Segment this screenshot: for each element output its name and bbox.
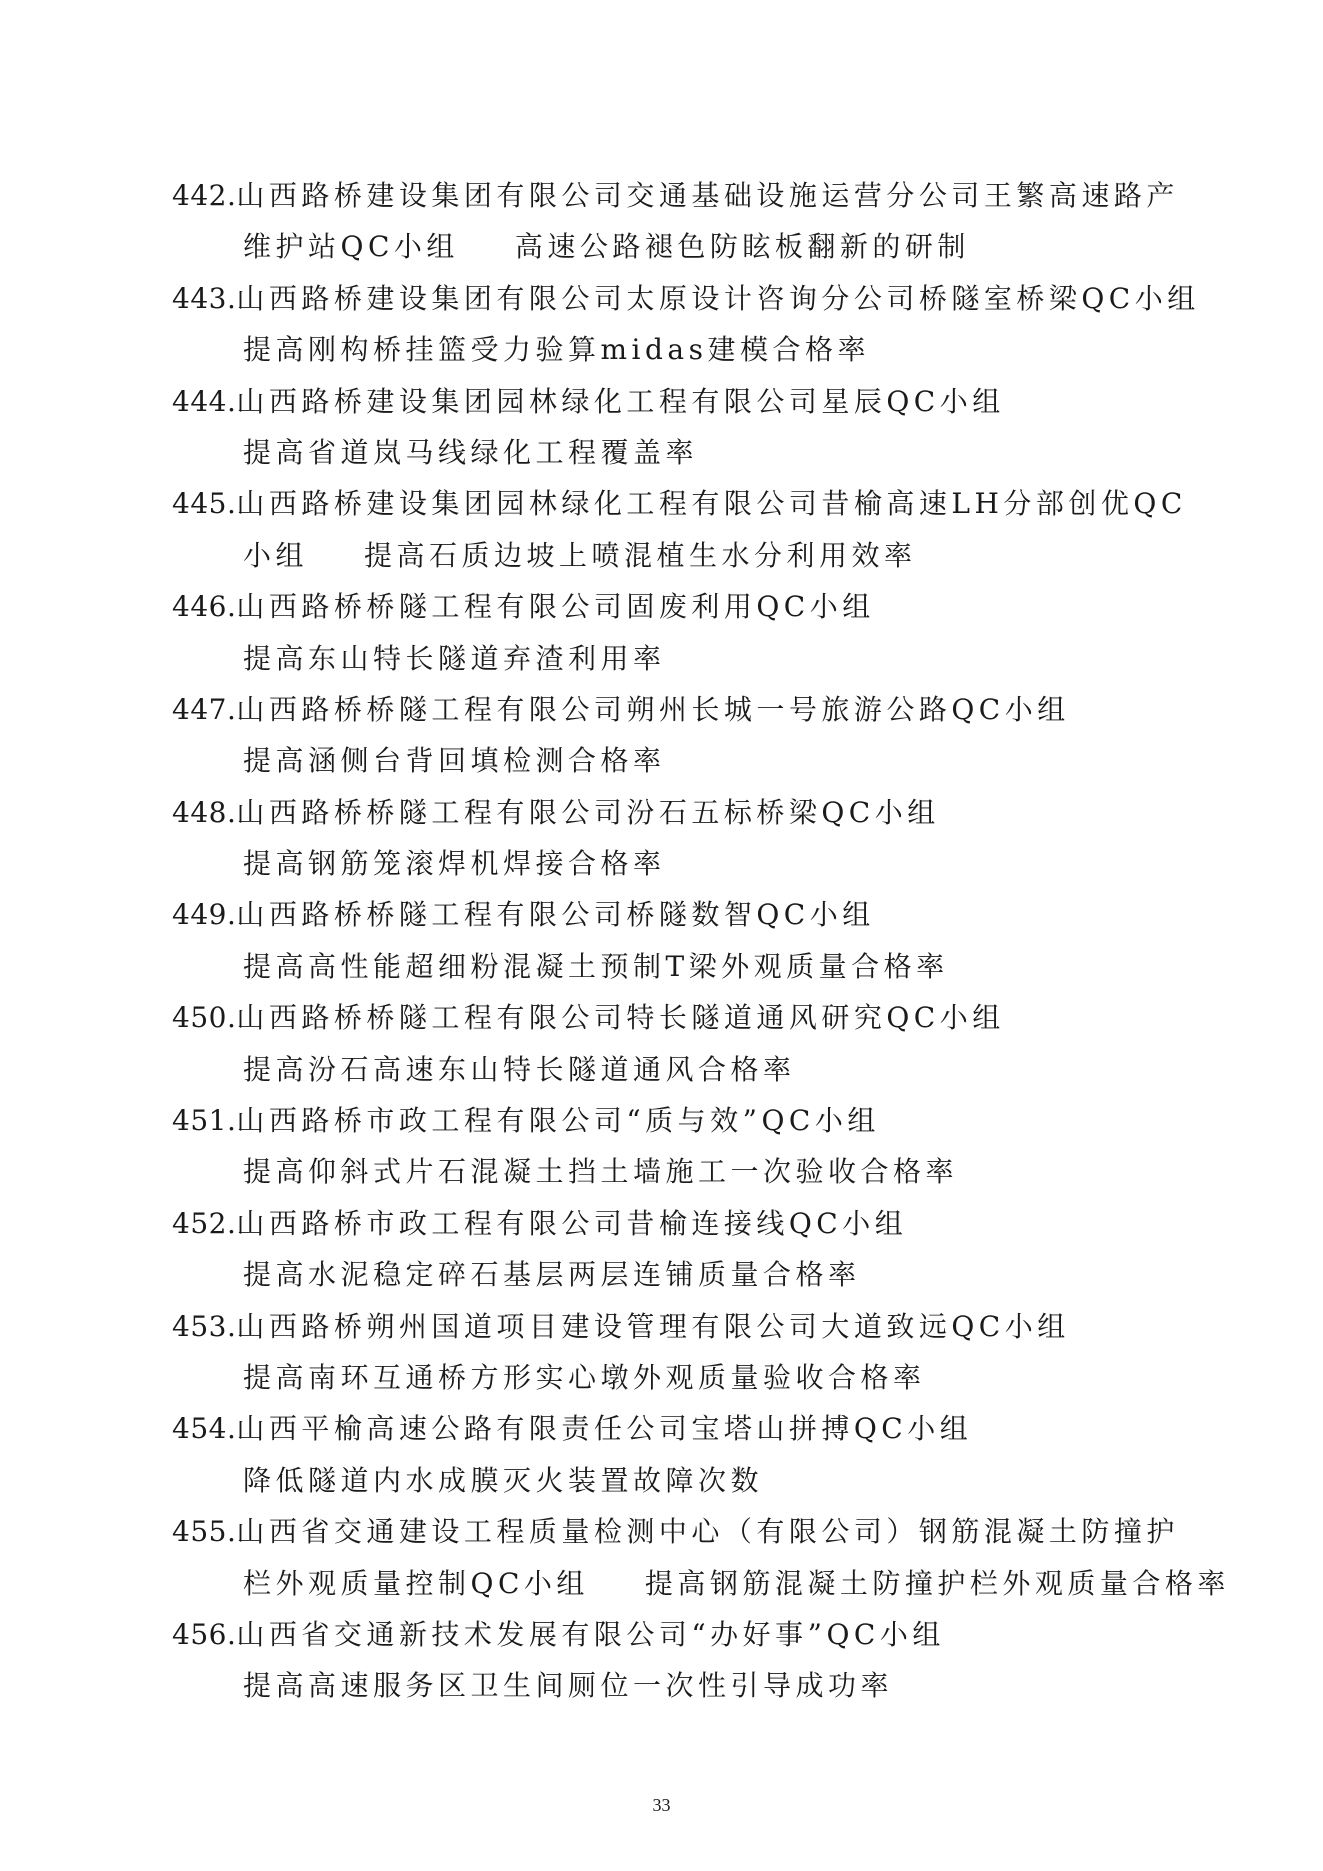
entry-line-1 — [172, 1403, 1172, 1454]
entry-number: 456. — [172, 1617, 237, 1651]
entry-line-2 — [172, 735, 1172, 786]
entry-line-1 — [172, 787, 1172, 838]
entry-project-title: 高速公路褪色防眩板翻新的研制 — [514, 230, 970, 264]
entry-number: 447. — [172, 692, 237, 726]
entry-project-title: 提高水泥稳定碎石基层两层连铺质量合格率 — [243, 1258, 861, 1292]
entry-organization: 山西路桥建设集团有限公司太原设计咨询分公司桥隧室桥梁QC小组 — [236, 281, 1200, 315]
entry-number: 451. — [172, 1104, 237, 1138]
list-item — [172, 1198, 1172, 1301]
list-item — [172, 581, 1172, 684]
entry-project-title: 提高石质边坡上喷混植生水分利用效率 — [364, 538, 917, 572]
entry-number: 448. — [172, 795, 237, 829]
entry-project-title: 提高南环互通桥方形实心墩外观质量验收合格率 — [243, 1360, 926, 1394]
entry-line-1 — [172, 478, 1187, 529]
list-item — [172, 1609, 1172, 1712]
entry-group-tail: 小组 — [243, 538, 309, 572]
entry-project-title: 提高高性能超细粉混凝土预制T梁外观质量合格率 — [243, 949, 949, 983]
entry-number: 443. — [172, 281, 237, 315]
entry-line-1 — [172, 684, 1172, 735]
entry-group-tail: 维护站QC小组 — [243, 230, 459, 264]
entry-number: 450. — [172, 1001, 237, 1035]
entry-number: 452. — [172, 1206, 237, 1240]
list-item — [172, 1506, 1230, 1609]
entry-organization: 山西路桥桥隧工程有限公司特长隧道通风研究QC小组 — [236, 1001, 1005, 1035]
entry-project-title: 提高钢筋混凝土防撞护栏外观质量合格率 — [644, 1566, 1230, 1600]
list-item — [172, 1403, 1172, 1506]
list-item — [172, 170, 1179, 273]
list-item — [172, 889, 1172, 992]
entry-organization: 山西路桥建设集团园林绿化工程有限公司星辰QC小组 — [236, 384, 1005, 418]
entry-organization: 山西路桥桥隧工程有限公司汾石五标桥梁QC小组 — [236, 795, 940, 829]
entry-organization: 山西路桥桥隧工程有限公司固废利用QC小组 — [236, 590, 875, 624]
entry-project-title: 提高高速服务区卫生间厕位一次性引导成功率 — [243, 1669, 894, 1703]
entry-line-1 — [172, 170, 1179, 221]
entry-number: 445. — [172, 487, 237, 521]
entry-organization: 山西路桥市政工程有限公司昔榆连接线QC小组 — [236, 1206, 908, 1240]
entry-line-2 — [172, 1660, 1172, 1711]
entry-line-2 — [172, 1352, 1172, 1403]
entry-organization: 山西路桥桥隧工程有限公司朔州长城一号旅游公路QC小组 — [236, 692, 1070, 726]
entry-number: 446. — [172, 590, 237, 624]
entry-number: 444. — [172, 384, 237, 418]
entry-line-1 — [172, 1095, 1172, 1146]
entry-project-title: 提高东山特长隧道弃渣利用率 — [243, 641, 666, 675]
entry-line-2 — [172, 530, 1172, 581]
entry-line-2 — [172, 941, 1172, 992]
entry-line-1 — [172, 992, 1172, 1043]
entry-line-1 — [172, 273, 1200, 324]
entry-number: 442. — [172, 179, 237, 212]
entry-line-1 — [172, 889, 1172, 940]
entry-line-1 — [172, 1506, 1179, 1557]
entry-line-1 — [172, 1609, 1172, 1660]
entry-organization: 山西路桥建设集团园林绿化工程有限公司昔榆高速LH分部创优QC — [236, 487, 1187, 521]
entry-organization: 山西路桥桥隧工程有限公司桥隧数智QC小组 — [236, 898, 875, 932]
list-item — [172, 684, 1172, 787]
list-item — [172, 478, 1187, 581]
entry-line-2 — [172, 1146, 1172, 1197]
page-number: 33 — [652, 1795, 671, 1815]
entry-line-2 — [172, 324, 1172, 375]
entry-project-title: 提高钢筋笼滚焊机焊接合格率 — [243, 847, 666, 881]
entry-line-2 — [172, 838, 1172, 889]
list-item — [172, 1095, 1172, 1198]
entry-project-title: 提高涵侧台背回填检测合格率 — [243, 744, 666, 778]
award-list — [172, 170, 1230, 1712]
entry-organization: 山西平榆高速公路有限责任公司宝塔山拼搏QC小组 — [236, 1412, 973, 1446]
list-item — [172, 992, 1172, 1095]
entry-organization: 山西路桥市政工程有限公司“质与效”QC小组 — [236, 1104, 880, 1138]
entry-line-2 — [172, 1044, 1172, 1095]
entry-project-title: 提高刚构桥挂篮受力验算midas建模合格率 — [243, 333, 870, 367]
entry-line-2 — [172, 1249, 1172, 1300]
entry-organization: 山西路桥朔州国道项目建设管理有限公司大道致远QC小组 — [236, 1309, 1070, 1343]
entry-line-1 — [172, 581, 1172, 632]
entry-project-title: 降低隧道内水成膜灭火装置故障次数 — [243, 1463, 764, 1497]
entry-line-2 — [172, 1455, 1172, 1506]
entry-number: 453. — [172, 1309, 237, 1343]
entry-organization: 山西路桥建设集团有限公司交通基础设施运营分公司王繁高速路产 — [236, 179, 1179, 212]
entry-group-tail: 栏外观质量控制QC小组 — [243, 1566, 589, 1600]
entry-project-title: 提高汾石高速东山特长隧道通风合格率 — [243, 1052, 796, 1086]
entry-line-2 — [172, 1558, 1230, 1609]
entry-number: 449. — [172, 898, 237, 932]
entry-project-title: 提高省道岚马线绿化工程覆盖率 — [243, 435, 699, 469]
entry-organization: 山西省交通建设工程质量检测中心（有限公司）钢筋混凝土防撞护 — [236, 1515, 1179, 1549]
entry-number: 455. — [172, 1515, 237, 1549]
list-item — [172, 376, 1172, 479]
entry-line-2 — [172, 633, 1172, 684]
entry-organization: 山西省交通新技术发展有限公司“办好事”QC小组 — [236, 1617, 945, 1651]
list-item — [172, 787, 1172, 890]
list-item — [172, 1301, 1172, 1404]
entry-line-2 — [172, 427, 1172, 478]
entry-number: 454. — [172, 1412, 237, 1446]
entry-project-title: 提高仰斜式片石混凝土挡土墙施工一次验收合格率 — [243, 1155, 959, 1189]
entry-line-1 — [172, 1198, 1172, 1249]
list-item — [172, 273, 1200, 376]
entry-line-1 — [172, 1301, 1172, 1352]
entry-line-2 — [172, 221, 1172, 272]
entry-line-1 — [172, 376, 1172, 427]
